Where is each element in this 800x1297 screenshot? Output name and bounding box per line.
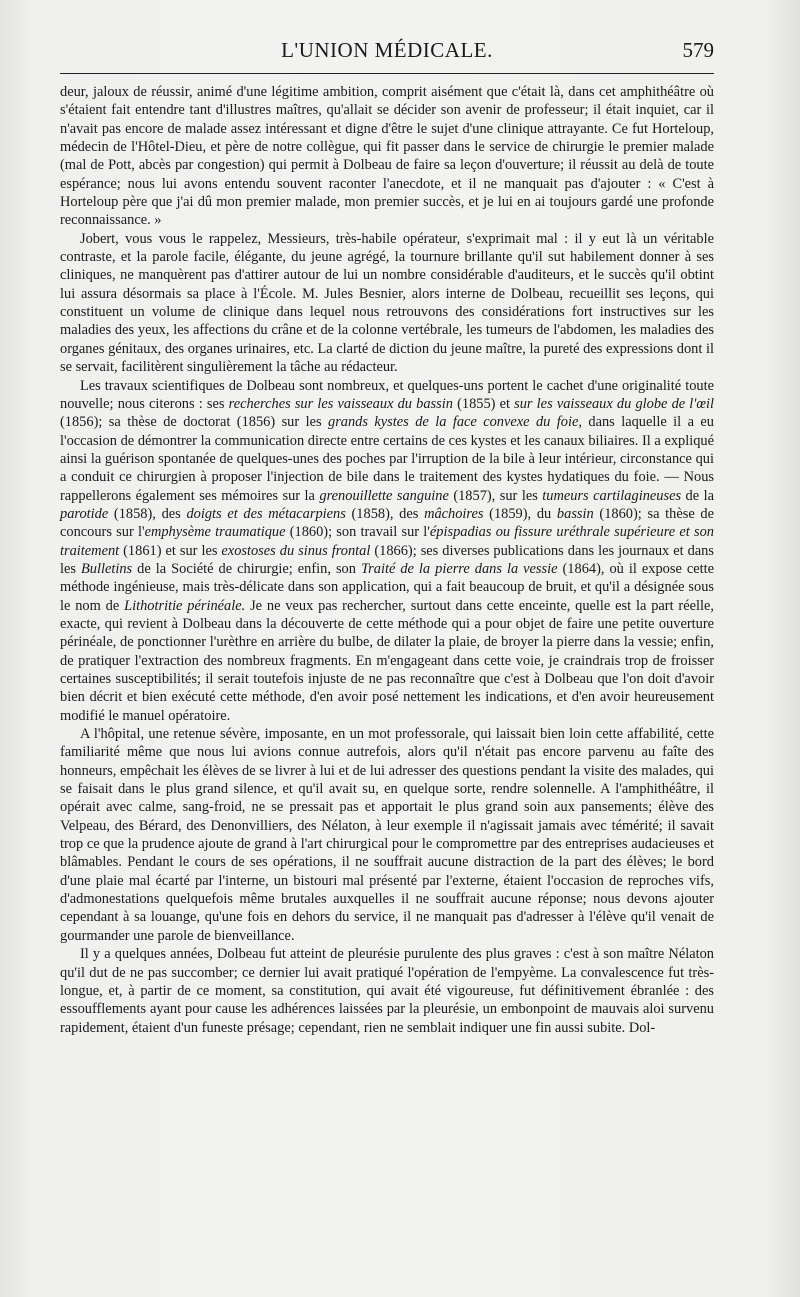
italic-text: Traité de la pierre dans la vessie	[360, 560, 558, 577]
italic-text: Lithotritie périnéale.	[124, 597, 246, 614]
paragraph	[60, 230, 714, 377]
text-run: (1858), des	[345, 505, 425, 522]
text-run: Il y a quelques années, Dolbeau fut atteint de pleurésie purulente des plus graves : c'est à son maître Nélaton qu'il dut de ne pas succomber; ce dernier lui avait pratiqué l'opération de l'empyème. La convalescence fut très-longue, et, à partir de ce moment, sa constitution, qui avait été vigoureuse, fut définitivement ébranlée : des essoufflements ayant pour cause les adhérences laissées par la pleurésie, un embonpoint de mauvais aloi survenu rapidement, étaient d'un funeste présage; cependant, rien ne semblait indiquer une fin aussi subite. Dol-	[60, 946, 714, 1036]
text-run: (1855) et	[452, 395, 515, 412]
italic-text: épispadias ou fissure uréthrale supérieure et son traitement	[60, 524, 714, 559]
italic-text: sur les vaisseaux du globe de l'œil	[514, 395, 714, 412]
paragraph	[60, 725, 714, 945]
text-run: (1856); sa thèse de doctorat (1856) sur les	[60, 414, 328, 431]
italic-text: parotide	[60, 505, 109, 522]
italic-text: emphysème traumatique	[144, 524, 286, 541]
italic-text: recherches sur les vaisseaux du bassin	[228, 395, 453, 412]
italic-text: mâchoires	[424, 505, 484, 522]
text-run: Les travaux scientifiques de Dolbeau sont nombreux, et quelques-uns portent le cachet d'une originalité toute nouvelle; nous citerons : ses	[60, 377, 714, 412]
page-header	[60, 36, 714, 66]
body-text	[60, 83, 714, 1037]
text-run: (1857), sur les	[448, 487, 543, 504]
page-number: 579	[682, 38, 714, 62]
text-run: (1861) et sur les	[119, 542, 222, 559]
text-run: (1859), du	[483, 505, 557, 522]
text-run: (1858), des	[108, 505, 187, 522]
paragraph	[60, 377, 714, 726]
text-run: deur, jaloux de réussir, animé d'une légitime ambition, comprit aisément que c'était là, dans cet amphithéâtre où s'étaient fait entendre tant d'illustres maîtres, qu'allait se décider son avenir de professeur; il était inquiet, car il n'avait pas encore de malade assez intéressant et digne d'être le sujet d'une clinique attrayante. Ce fut Horteloup, médecin de l'Hôtel-Dieu, et père de notre collègue, qui fit passer dans le service de chirurgie le premier malade (mal de Pott, abcès par congestion) qui permit à Dolbeau de faire sa leçon d'ouverture; il réussit au delà de toute espérance; nous lui avons entendu souvent raconter l'anecdote, et il ne manquait pas d'ajouter : « C'est à Horteloup père que j'ai dû mon premier malade, mon premier succès, et je lui en ai toujours gardé une profonde reconnaissance. »	[60, 84, 714, 229]
text-run: (1860); sa thèse de concours sur l'	[60, 505, 714, 541]
italic-text: tumeurs cartilagineuses	[542, 487, 682, 504]
italic-text: exostoses du sinus frontal	[221, 542, 371, 559]
italic-text: grenouillette sanguine	[319, 487, 449, 504]
italic-text: Bulletins	[81, 560, 133, 577]
paragraph	[60, 83, 714, 230]
header-rule	[60, 73, 714, 74]
text-run: de la	[681, 487, 714, 504]
text-run: Je ne veux pas rechercher, surtout dans cette enceinte, quelle est la part réelle, exacte, qui revient à Dolbeau dans la découverte de cette méthode qui a pour objet de faire une petite ouverture périnéale, de ponctionner l'urèthre en arrière du bulbe, de dilater la plaie, de broyer la pierre dans la vessie; enfin, de pratiquer l'extraction des nombreux fragments. En m'engageant dans cette voie, je craindrais trop de froisser certaines susceptibilités; il serait toutefois injuste de ne pas reconnaître que c'est à Dolbeau que l'on doit d'avoir bien décrit et bien exécuté cette méthode, d'en avoir posé nettement les indications, et d'en avoir heureusement modifié le manuel opératoire.	[60, 597, 714, 724]
italic-text: grands kystes de la face convexe du foie,	[328, 414, 582, 431]
running-title: L'UNION MÉDICALE.	[281, 38, 493, 62]
paragraph	[60, 945, 714, 1037]
italic-text: doigts et des métacarpiens	[186, 505, 346, 522]
text-run: de la Société de chirurgie; enfin, son	[132, 560, 361, 577]
text-run: A l'hôpital, une retenue sévère, imposante, en un mot professorale, qui laissait bien loin cette affabilité, cette familiarité même que nous lui avions connue autrefois, alors qu'il n'était pas encore parvenu au faîte des honneurs, empêchait les élèves de se livrer à lui et de lui adresser des questions pendant la visite des malades, qui se faisait dans le plus grand silence, et qu'il avait su, en quelque sorte, rendre solennelle. A l'amphithéâtre, il opérait avec calme, sang-froid, ne se pressait pas et apportait le plus grand soin aux pansements; élève des Velpeau, des Bérard, des Denonvilliers, des Nélaton, à leur exemple il n'agissait jamais avec témérité; il savait trop ce que la prudence ajoute de grand à l'art chirurgical pour le compromettre par des entreprises audacieuses et blâmables. Pendant le cours de ses opérations, il ne souffrait aucune distraction de la part des élèves; le bord d'une plaie mal écarté par l'interne, un bistouri mal présenté par l'externe, étaient l'occasion de reproches vifs, d'admonestations quelquefois même brutales auxquelles il ne souffrait aucune réponse; nous devons ajouter cependant à sa louange, qu'une fois en dehors du service, il ne manquait pas d'adresser à l'élève qu'il venait de gourmander une parole de bienveillance.	[60, 726, 714, 944]
text-run: dans laquelle il a eu l'occasion de démontrer la communication directe entre certains de ces kystes et les canaux biliaires. Il a expliqué ainsi la guérison spontanée de quelques-unes des poches par l'irruption de la bile à leur intérieur, circonstance qui a conduit ce chirurgien à proposer l'injection de bile dans le traitement des kystes hydatiques du foie. — Nous rappellerons également ses mémoires sur la	[60, 414, 714, 504]
text-run: (1860); son travail sur l'	[285, 524, 430, 541]
text-run: (1866); ses diverses publications dans les journaux et dans les	[60, 542, 714, 577]
text-run: (1864), où il expose cette méthode ingénieuse, mais très-délicate dans son application, qui a fait beaucoup de bruit, et qu'il a désignée sous le nom de	[60, 560, 715, 614]
text-run: Jobert, vous vous le rappelez, Messieurs, très-habile opérateur, s'exprimait mal : il y eut là un véritable contraste, et la parole facile, élégante, du jeune agrégé, la tournure brillante qu'il sut habilement donner à ses cliniques, ne manquèrent pas d'attirer autour de lui un nombre considérable d'auditeurs, et le succès qu'il obtint lui assura désormais sa place à l'École. M. Jules Besnier, alors interne de Dolbeau, recueillit ses leçons, qui constituent un volume de clinique dans lequel nous retrouvons des considérations fort instructives sur les maladies des yeux, les affections du crâne et de la colonne vertébrale, les tumeurs de l'abdomen, les maladies des organes génitaux, des organes urinaires, etc. La clarté de diction du jeune maître, la pureté des expressions dont il se servait, facilitèrent singulièrement la tâche au rédacteur.	[60, 230, 714, 376]
italic-text: bassin	[556, 505, 594, 522]
